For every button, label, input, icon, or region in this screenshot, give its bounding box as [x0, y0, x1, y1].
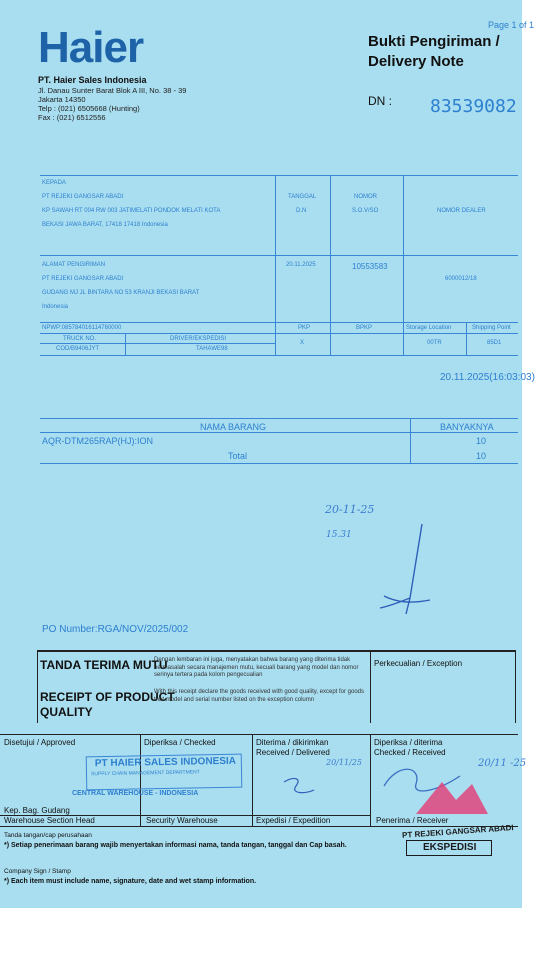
pkp-value: X: [300, 340, 305, 346]
handwritten-signature: [370, 518, 440, 618]
truck-value-line: [40, 343, 275, 344]
nomor-sub: S.O.V/SO: [352, 208, 379, 214]
print-timestamp: 20.11.2025(16:03:03): [440, 372, 535, 383]
warehouse-head-label-2: Warehouse Section Head: [4, 816, 95, 825]
so-number: 10553583: [352, 262, 388, 271]
handwritten-time: 15.31: [326, 530, 352, 540]
stamp-rga-box: [406, 840, 492, 856]
col-divider-4: [466, 322, 467, 355]
sign-box-top: [0, 734, 518, 735]
approved-label: Disetujui / Approved: [4, 738, 76, 747]
pkp-label: PKP: [298, 325, 311, 331]
storage-label: Storage Location: [406, 325, 452, 331]
dn-number: 83539082: [430, 96, 517, 117]
sign-divider-2: [252, 734, 253, 826]
checked-label: Diperiksa / Checked: [144, 738, 216, 747]
items-divider: [410, 418, 411, 463]
banyaknya-label: BANYAKNYA: [440, 422, 494, 432]
sign-divider-3: [370, 734, 371, 826]
npwp-line: [40, 322, 518, 323]
tanggal-label: TANGGAL: [288, 194, 317, 200]
handwritten-date: 20-11-25: [325, 503, 375, 516]
quality-title-en-2: QUALITY: [40, 705, 93, 719]
quality-box-divider: [370, 650, 371, 723]
nomor-label: NOMOR: [354, 194, 377, 200]
driver-name: TAHAWE98: [196, 346, 228, 352]
truck-line: [40, 333, 518, 334]
customer-table-bottom: [40, 355, 518, 356]
truck-divider: [125, 333, 126, 355]
warehouse-handwritten-date: 20/11/25: [326, 758, 362, 767]
stamp-haier-line3: CENTRAL WAREHOUSE - INDONESIA: [72, 790, 199, 797]
nomor-dealer-label: NOMOR DEALER: [437, 208, 486, 214]
item-name: AQR-DTM265RAP(HJ):ION: [42, 436, 154, 446]
security-label: Security Warehouse: [146, 816, 218, 825]
haier-warehouse-stamp: [86, 754, 243, 791]
quality-box-left: [37, 650, 38, 723]
stamp-rga-line2: EKSPEDISI: [423, 842, 477, 853]
received-label-2: Checked / Received: [374, 748, 446, 757]
haier-logo: Haier: [38, 23, 144, 72]
stamp-haier-line2: SUPPLY CHAIN MANAGEMENT DEPARTMENT: [90, 769, 200, 778]
quality-title-id: TANDA TERIMA MUTU: [40, 658, 168, 672]
items-header-line: [40, 432, 518, 433]
stamp-haier-line1: PT HAIER SALES INDONESIA: [94, 755, 237, 770]
shipping-label: Shipping Point: [472, 325, 511, 331]
col-divider-3: [403, 175, 404, 355]
sign-box-bottom: [0, 826, 518, 827]
dn-label: DN :: [368, 94, 392, 108]
total-label: Total: [228, 451, 248, 461]
company-fax: Fax : (021) 6512556: [38, 113, 106, 122]
customer-mid-line: [40, 255, 518, 256]
rga-stamp-logo: [412, 778, 492, 818]
tanggal-sub: D.N: [296, 208, 307, 214]
items-table-top: [40, 418, 518, 419]
driver-label: DRIVER/EKSPEDISI: [170, 336, 227, 342]
quality-text-id: Dengan lembaran ini juga, menyatakan bahwa barang yang diterima tidak bermasalah secara manajemen mutu, kecuali barang yang model dan nomor serinya tertera pada kolom pengecualian: [154, 657, 359, 678]
col-divider-2: [330, 175, 331, 355]
quality-title-en-1: RECEIPT OF PRODUCT: [40, 690, 175, 704]
customer-name: PT REJEKI GANGSAR ABADI: [42, 194, 124, 200]
delivered-label-1: Diterima / dikirimkan: [256, 738, 329, 747]
ship-name: PT REJEKI GANGSAR ABADI: [42, 276, 124, 282]
shipping-value: 85D1: [487, 340, 502, 346]
col-divider-1: [275, 175, 276, 355]
storage-value: 00TR: [427, 340, 442, 346]
quality-box-top: [37, 650, 515, 652]
truck-number: COD/B9406JYT: [56, 346, 100, 352]
footer-note-en: *) Each item must include name, signature, date and wet stamp information.: [4, 878, 257, 885]
company-address-1: Jl. Danau Sunter Barat Blok A III, No. 38 - 39: [38, 86, 187, 95]
total-qty: 10: [476, 451, 487, 461]
customer-address-2: BEKASI JAWA BARAT, 17418 17418 Indonesia: [42, 222, 168, 228]
npwp: NPWP:085784016114760000: [42, 325, 122, 331]
doc-title-2: Delivery Note: [368, 53, 464, 70]
quality-text-en: With this receipt declare the goods received with good quality, except for goods that model and serial number listed on the exception column: [154, 689, 365, 703]
dealer-number: 6000012/18: [445, 276, 477, 282]
ship-address: GUDANG MJ JL BINTARA NO 53 KRANJI BEKASI BARAT: [42, 290, 200, 296]
bpkp-label: BPKP: [356, 325, 373, 331]
receiver-label: Penerima / Receiver: [376, 816, 449, 825]
delivered-label-2: Received / Delivered: [256, 748, 330, 757]
po-number: PO Number:RGA/NOV/2025/002: [42, 624, 189, 635]
stamp-rga-line1: PT REJEKI GANGSAR ABADI: [401, 823, 514, 840]
footer-note-id: *) Setiap penerimaan barang wajib menyertakan informasi nama, tanda tangan, tanggal dan Cap basah.: [4, 842, 347, 849]
sign-heading: Tanda tangan/cap perusahaan: [4, 832, 92, 839]
page-counter: Page 1 of 1: [488, 20, 535, 30]
ship-country: Indonesia: [42, 304, 69, 310]
alamat-label: ALAMAT PENGIRIMAN: [42, 262, 106, 268]
dn-date: 20.11.2025: [286, 262, 316, 268]
company-name: PT. Haier Sales Indonesia: [38, 75, 147, 85]
received-label-1: Diperiksa / diterima: [374, 738, 443, 747]
customer-address-1: KP SAWAH RT 004 RW 003 JATIMELATI PONDOK MELATI KOTA: [42, 208, 221, 214]
truck-label: TRUCK NO.: [63, 336, 96, 342]
customer-table-top: [40, 175, 518, 176]
company-address-2: Jakarta 14350: [38, 95, 86, 104]
expedition-label: Expedisi / Expedition: [256, 816, 331, 825]
doc-title-1: Bukti Pengiriman /: [368, 33, 500, 50]
quality-box-right: [515, 650, 516, 723]
item-qty: 10: [476, 436, 487, 446]
kepada-label: KEPADA: [42, 180, 66, 186]
receiver-handwritten-date: 20/11 -25: [478, 758, 527, 769]
exception-label: Perkecualian / Exception: [374, 659, 463, 668]
expedition-signature: [280, 772, 320, 802]
items-table-bottom: [40, 463, 518, 464]
company-telp: Telp : (021) 6505668 (Hunting): [38, 104, 140, 113]
nama-barang-label: NAMA BARANG: [200, 422, 267, 432]
warehouse-head-label-1: Kep. Bag. Gudang: [4, 806, 70, 815]
stamp-heading: Company Sign / Stamp: [4, 868, 71, 875]
